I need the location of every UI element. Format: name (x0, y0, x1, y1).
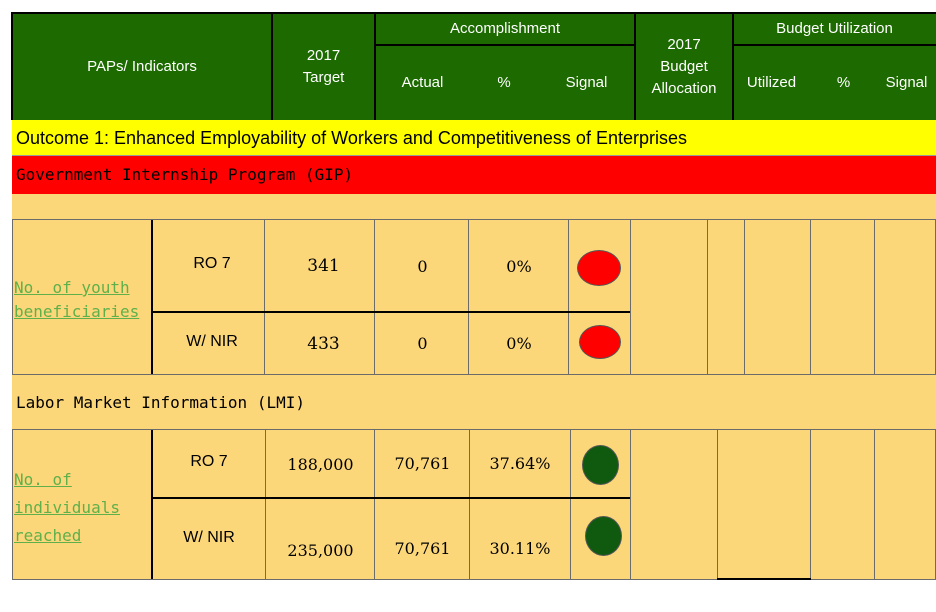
lmi-row1-region: RO 7 (190, 453, 228, 470)
lmi-row2-target-cell (266, 500, 375, 580)
actual-label: Actual (401, 73, 444, 91)
gip-indicator-link[interactable]: No. of youth beneficiaries (14, 278, 140, 321)
grid-line (874, 430, 875, 580)
util-signal-label: Signal (885, 73, 928, 91)
gip-indicator-cell (12, 220, 152, 374)
gip-row2-percent: 0% (506, 334, 532, 353)
utilized-label: Utilized (746, 73, 797, 91)
grid-line (707, 220, 708, 374)
header-divider (271, 12, 273, 120)
header-2017-target (272, 13, 375, 120)
header-divider (732, 12, 734, 120)
table-row (152, 313, 272, 374)
lmi-indicator-cell (12, 430, 152, 580)
grid-line (469, 430, 470, 580)
header-divider (374, 12, 376, 120)
percent-label: % (497, 73, 511, 91)
gip-section-header (12, 156, 936, 194)
gip-row1-target: 341 (307, 256, 340, 276)
lmi-title: Labor Market Information (LMI) (16, 393, 305, 412)
header-percent (470, 45, 538, 120)
gip-row2-signal-red (579, 325, 621, 359)
table-bottom-border (811, 579, 936, 580)
lmi-row1-signal-green (582, 445, 619, 485)
lmi-row2-target: 235,000 (287, 540, 354, 560)
header-divider (11, 12, 13, 120)
lmi-row2-region: W/ NIR (183, 529, 235, 546)
grid-line (744, 220, 745, 374)
grid-line (630, 430, 631, 580)
grid-line (874, 220, 875, 374)
grid-line (265, 430, 266, 580)
signal-label: Signal (565, 73, 608, 91)
lmi-row1-percent-cell (470, 430, 570, 496)
gip-row1-actual: 0 (417, 256, 428, 276)
lmi-row1-target-cell (266, 430, 375, 498)
grid-line (374, 430, 375, 580)
outcome-row (12, 120, 936, 156)
budget-line1: 2017 (667, 35, 701, 53)
table-row (152, 500, 266, 580)
grid-line (151, 430, 153, 580)
grid-line (810, 430, 811, 580)
table-bottom-border (12, 579, 717, 580)
lmi-row2-percent-cell (470, 500, 570, 580)
outcome-text: Outcome 1: Enhanced Employability of Workers and Competitiveness of Enterprises (16, 128, 687, 148)
gip-row2-target-cell (272, 313, 375, 374)
header-divider (634, 12, 636, 120)
gip-row2-percent-cell (470, 313, 568, 374)
table-row (152, 220, 272, 312)
gip-title: Government Internship Program (GIP) (16, 165, 354, 184)
row-border (152, 497, 630, 499)
grid-line (151, 220, 153, 374)
header-signal (538, 45, 635, 120)
lmi-section-header (12, 375, 936, 430)
header-mid-border-util (733, 44, 936, 46)
grid-line (264, 220, 265, 374)
budget-line3: Allocation (651, 79, 717, 97)
lmi-row1-actual: 70,761 (394, 453, 451, 473)
header-top-border (12, 12, 936, 14)
lmi-row2-actual-cell (375, 500, 470, 580)
header-util-percent (810, 45, 877, 120)
target-line1: 2017 (306, 47, 341, 64)
gip-row1-signal-red (577, 250, 621, 286)
grid-line (568, 220, 569, 374)
gip-row1-actual-cell (375, 220, 470, 312)
grid-line (717, 430, 718, 580)
grid-line (810, 220, 811, 374)
gip-row2-actual: 0 (417, 334, 428, 353)
lmi-row1-actual-cell (375, 430, 470, 496)
gip-row2-region: W/ NIR (186, 332, 238, 350)
header-2017-budget-allocation (635, 13, 733, 120)
grid-line (570, 430, 571, 580)
lmi-row2-percent: 30.11% (489, 538, 551, 558)
gip-row2-target: 433 (307, 333, 340, 354)
budget-line2: Budget (660, 57, 708, 75)
header-accomplishment (375, 13, 635, 45)
header-actual (375, 45, 470, 120)
lmi-row2-actual: 70,761 (394, 538, 451, 558)
header-util-signal (877, 45, 936, 120)
util-percent-label: % (836, 73, 851, 91)
gip-row1-region: RO 7 (193, 255, 231, 272)
grid-line (468, 220, 469, 374)
gip-row1-percent-cell (470, 220, 568, 312)
gip-row1-percent: 0% (506, 256, 532, 276)
accomplishment-label: Accomplishment (449, 20, 561, 37)
header-paps-indicators (12, 13, 272, 120)
target-line2: Target (302, 69, 345, 86)
budget-utilization-label: Budget Utilization (776, 20, 893, 37)
grid-line (374, 220, 375, 374)
header-budget-utilization (733, 13, 936, 45)
grid-line (12, 220, 13, 374)
row-border (152, 311, 630, 313)
header-paps-label: PAPs/ Indicators (87, 57, 197, 75)
grid-line (630, 220, 631, 374)
table-row (152, 430, 266, 498)
header-mid-border-acc (375, 44, 635, 46)
header-utilized (733, 45, 810, 120)
gip-row1-target-cell (272, 220, 375, 312)
lmi-row1-percent: 37.64% (489, 453, 551, 473)
gip-row2-actual-cell (375, 313, 470, 374)
lmi-indicator-link[interactable]: No. of individuals reached (14, 470, 120, 545)
table-bottom-border (717, 578, 811, 580)
lmi-row1-target: 188,000 (287, 454, 354, 474)
grid-line (12, 430, 13, 580)
lmi-row2-signal-green (585, 516, 622, 556)
